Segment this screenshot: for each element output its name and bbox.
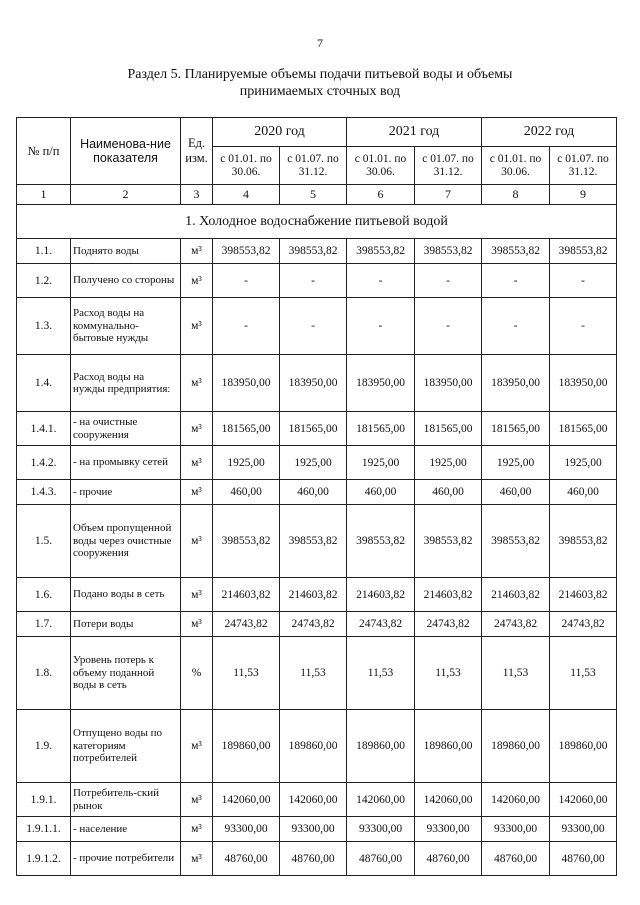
row-unit: м³ — [181, 505, 213, 578]
row-value: 189860,00 — [347, 710, 415, 783]
row-value: 11,53 — [280, 637, 347, 710]
row-indicator-name: - население — [71, 817, 181, 842]
row-indicator-name: - прочие потребители — [71, 842, 181, 876]
header-period: с 01.01. по 30.06. — [213, 147, 280, 185]
row-unit: м³ — [181, 842, 213, 876]
row-value: 189860,00 — [280, 710, 347, 783]
row-unit: м³ — [181, 710, 213, 783]
row-indicator-name: Отпущено воды по категориям потребителей — [71, 710, 181, 783]
row-value: 11,53 — [550, 637, 617, 710]
page-number: 7 — [317, 36, 323, 50]
row-value: 93300,00 — [482, 817, 550, 842]
row-value: 142060,00 — [415, 783, 482, 817]
row-value: 142060,00 — [550, 783, 617, 817]
row-value: 93300,00 — [213, 817, 280, 842]
row-value: 24743,82 — [280, 612, 347, 637]
row-indicator-name: - на промывку сетей — [71, 446, 181, 480]
row-value: 181565,00 — [347, 412, 415, 446]
row-value: 1925,00 — [347, 446, 415, 480]
table-row — [17, 412, 617, 446]
row-unit: м³ — [181, 239, 213, 264]
row-value: 214603,82 — [347, 578, 415, 612]
row-value: - — [280, 298, 347, 355]
table-row — [17, 612, 617, 637]
row-value: 189860,00 — [415, 710, 482, 783]
row-indicator-name: Поднято воды — [71, 239, 181, 264]
row-unit: м³ — [181, 264, 213, 298]
water-volume-table — [16, 117, 617, 876]
row-value: - — [415, 264, 482, 298]
row-indicator-name: Подано воды в сеть — [71, 578, 181, 612]
row-value: 398553,82 — [213, 505, 280, 578]
row-value: 142060,00 — [213, 783, 280, 817]
row-value: 181565,00 — [280, 412, 347, 446]
row-value: 398553,82 — [415, 239, 482, 264]
row-value: 460,00 — [415, 480, 482, 505]
table-row — [17, 446, 617, 480]
row-value: 398553,82 — [482, 505, 550, 578]
row-indicator-name: Объем пропущенной воды через очистные сооружения — [71, 505, 181, 578]
row-number: 1.9.1. — [17, 783, 71, 817]
row-value: 1925,00 — [415, 446, 482, 480]
row-number: 1.4.2. — [17, 446, 71, 480]
section-heading: 1. Холодное водоснабжение питьевой водой — [17, 205, 617, 239]
row-value: - — [347, 298, 415, 355]
row-value: - — [213, 298, 280, 355]
table-row — [17, 842, 617, 876]
row-value: - — [280, 264, 347, 298]
section-row — [17, 205, 617, 239]
row-value: 1925,00 — [550, 446, 617, 480]
row-number: 1.9.1.2. — [17, 842, 71, 876]
row-unit: м³ — [181, 446, 213, 480]
row-value: 93300,00 — [280, 817, 347, 842]
row-unit: % — [181, 637, 213, 710]
row-value: 214603,82 — [415, 578, 482, 612]
row-value: 1925,00 — [213, 446, 280, 480]
row-number: 1.2. — [17, 264, 71, 298]
row-value: 183950,00 — [482, 355, 550, 412]
table-row — [17, 239, 617, 264]
column-number: 6 — [347, 185, 415, 205]
row-unit: м³ — [181, 578, 213, 612]
header-unit: Ед. изм. — [181, 118, 213, 185]
row-value: 398553,82 — [550, 239, 617, 264]
row-value: 181565,00 — [415, 412, 482, 446]
row-value: 93300,00 — [550, 817, 617, 842]
row-value: 142060,00 — [280, 783, 347, 817]
section-title — [60, 66, 580, 100]
row-indicator-name: Расход воды на нужды предприятия: — [71, 355, 181, 412]
row-value: 24743,82 — [482, 612, 550, 637]
header-period: с 01.07. по 31.12. — [415, 147, 482, 185]
row-number: 1.4. — [17, 355, 71, 412]
row-number: 1.9.1.1. — [17, 817, 71, 842]
section-title-line-2: принимаемых сточных вод — [239, 84, 401, 99]
row-value: 93300,00 — [415, 817, 482, 842]
row-value: 142060,00 — [482, 783, 550, 817]
header-period: с 01.01. по 30.06. — [482, 147, 550, 185]
table-row — [17, 355, 617, 412]
row-unit: м³ — [181, 480, 213, 505]
row-value: 189860,00 — [482, 710, 550, 783]
row-indicator-name: Потери воды — [71, 612, 181, 637]
column-number: 9 — [550, 185, 617, 205]
row-value: 11,53 — [347, 637, 415, 710]
table-row — [17, 710, 617, 783]
row-value: - — [482, 264, 550, 298]
row-indicator-name: - на очистные сооружения — [71, 412, 181, 446]
row-value: 460,00 — [347, 480, 415, 505]
header-period: с 01.01. по 30.06. — [347, 147, 415, 185]
row-value: 214603,82 — [482, 578, 550, 612]
row-indicator-name: Получено со стороны — [71, 264, 181, 298]
row-value: 181565,00 — [482, 412, 550, 446]
row-value: 24743,82 — [550, 612, 617, 637]
row-value: 48760,00 — [482, 842, 550, 876]
table-row — [17, 505, 617, 578]
column-number: 8 — [482, 185, 550, 205]
row-value: 11,53 — [415, 637, 482, 710]
row-value: 189860,00 — [213, 710, 280, 783]
row-value: 24743,82 — [347, 612, 415, 637]
row-value: 48760,00 — [415, 842, 482, 876]
header-num: № п/п — [17, 118, 71, 185]
column-number: 3 — [181, 185, 213, 205]
row-value: 48760,00 — [347, 842, 415, 876]
row-number: 1.8. — [17, 637, 71, 710]
table-row — [17, 480, 617, 505]
row-value: - — [213, 264, 280, 298]
row-value: 142060,00 — [347, 783, 415, 817]
row-number: 1.5. — [17, 505, 71, 578]
row-value: 183950,00 — [550, 355, 617, 412]
row-number: 1.1. — [17, 239, 71, 264]
row-indicator-name: Уровень потерь к объему поданной воды в сеть — [71, 637, 181, 710]
row-value: 189860,00 — [550, 710, 617, 783]
row-value: 183950,00 — [347, 355, 415, 412]
row-value: 24743,82 — [415, 612, 482, 637]
row-number: 1.4.1. — [17, 412, 71, 446]
row-value: 398553,82 — [550, 505, 617, 578]
row-value: - — [415, 298, 482, 355]
row-value: 181565,00 — [213, 412, 280, 446]
row-value: 214603,82 — [550, 578, 617, 612]
row-value: 214603,82 — [213, 578, 280, 612]
row-value: 398553,82 — [347, 239, 415, 264]
row-value: 48760,00 — [280, 842, 347, 876]
row-value: 1925,00 — [482, 446, 550, 480]
row-value: 398553,82 — [280, 505, 347, 578]
row-unit: м³ — [181, 298, 213, 355]
row-value: 460,00 — [213, 480, 280, 505]
row-unit: м³ — [181, 355, 213, 412]
row-value: 398553,82 — [415, 505, 482, 578]
row-value: 181565,00 — [550, 412, 617, 446]
row-value: 183950,00 — [213, 355, 280, 412]
row-value: 11,53 — [482, 637, 550, 710]
row-value: - — [550, 264, 617, 298]
column-numbers-row — [17, 185, 617, 205]
header-year-2020: 2020 год — [213, 118, 347, 147]
row-value: 1925,00 — [280, 446, 347, 480]
table-row — [17, 817, 617, 842]
section-title-line-1: Раздел 5. Планируемые объемы подачи питьевой воды и объемы — [127, 67, 513, 82]
row-unit: м³ — [181, 783, 213, 817]
column-number: 7 — [415, 185, 482, 205]
header-name: Наименова-ние показателя — [71, 118, 181, 185]
header-year-2022: 2022 год — [482, 118, 617, 147]
table-row — [17, 637, 617, 710]
row-value: 398553,82 — [280, 239, 347, 264]
row-value: 398553,82 — [213, 239, 280, 264]
column-number: 4 — [213, 185, 280, 205]
row-number: 1.9. — [17, 710, 71, 783]
row-value: 93300,00 — [347, 817, 415, 842]
row-indicator-name: Потребитель-ский рынок — [71, 783, 181, 817]
column-number: 2 — [71, 185, 181, 205]
row-value: - — [482, 298, 550, 355]
row-value: 398553,82 — [482, 239, 550, 264]
table-row — [17, 298, 617, 355]
row-number: 1.3. — [17, 298, 71, 355]
row-value: - — [550, 298, 617, 355]
column-number: 1 — [17, 185, 71, 205]
row-value: 214603,82 — [280, 578, 347, 612]
table-row — [17, 578, 617, 612]
row-number: 1.4.3. — [17, 480, 71, 505]
row-value: 183950,00 — [280, 355, 347, 412]
row-value: 460,00 — [482, 480, 550, 505]
header-period: с 01.07. по 31.12. — [280, 147, 347, 185]
row-unit: м³ — [181, 817, 213, 842]
header-period: с 01.07. по 31.12. — [550, 147, 617, 185]
header-year-2021: 2021 год — [347, 118, 482, 147]
row-value: - — [347, 264, 415, 298]
column-number: 5 — [280, 185, 347, 205]
row-number: 1.7. — [17, 612, 71, 637]
row-indicator-name: Расход воды на коммунально-бытовые нужды — [71, 298, 181, 355]
row-unit: м³ — [181, 412, 213, 446]
table-row — [17, 783, 617, 817]
row-value: 398553,82 — [347, 505, 415, 578]
table-row — [17, 264, 617, 298]
row-value: 48760,00 — [550, 842, 617, 876]
row-number: 1.6. — [17, 578, 71, 612]
row-value: 460,00 — [280, 480, 347, 505]
row-value: 48760,00 — [213, 842, 280, 876]
row-indicator-name: - прочие — [71, 480, 181, 505]
row-value: 24743,82 — [213, 612, 280, 637]
row-value: 460,00 — [550, 480, 617, 505]
row-value: 11,53 — [213, 637, 280, 710]
row-value: 183950,00 — [415, 355, 482, 412]
row-unit: м³ — [181, 612, 213, 637]
